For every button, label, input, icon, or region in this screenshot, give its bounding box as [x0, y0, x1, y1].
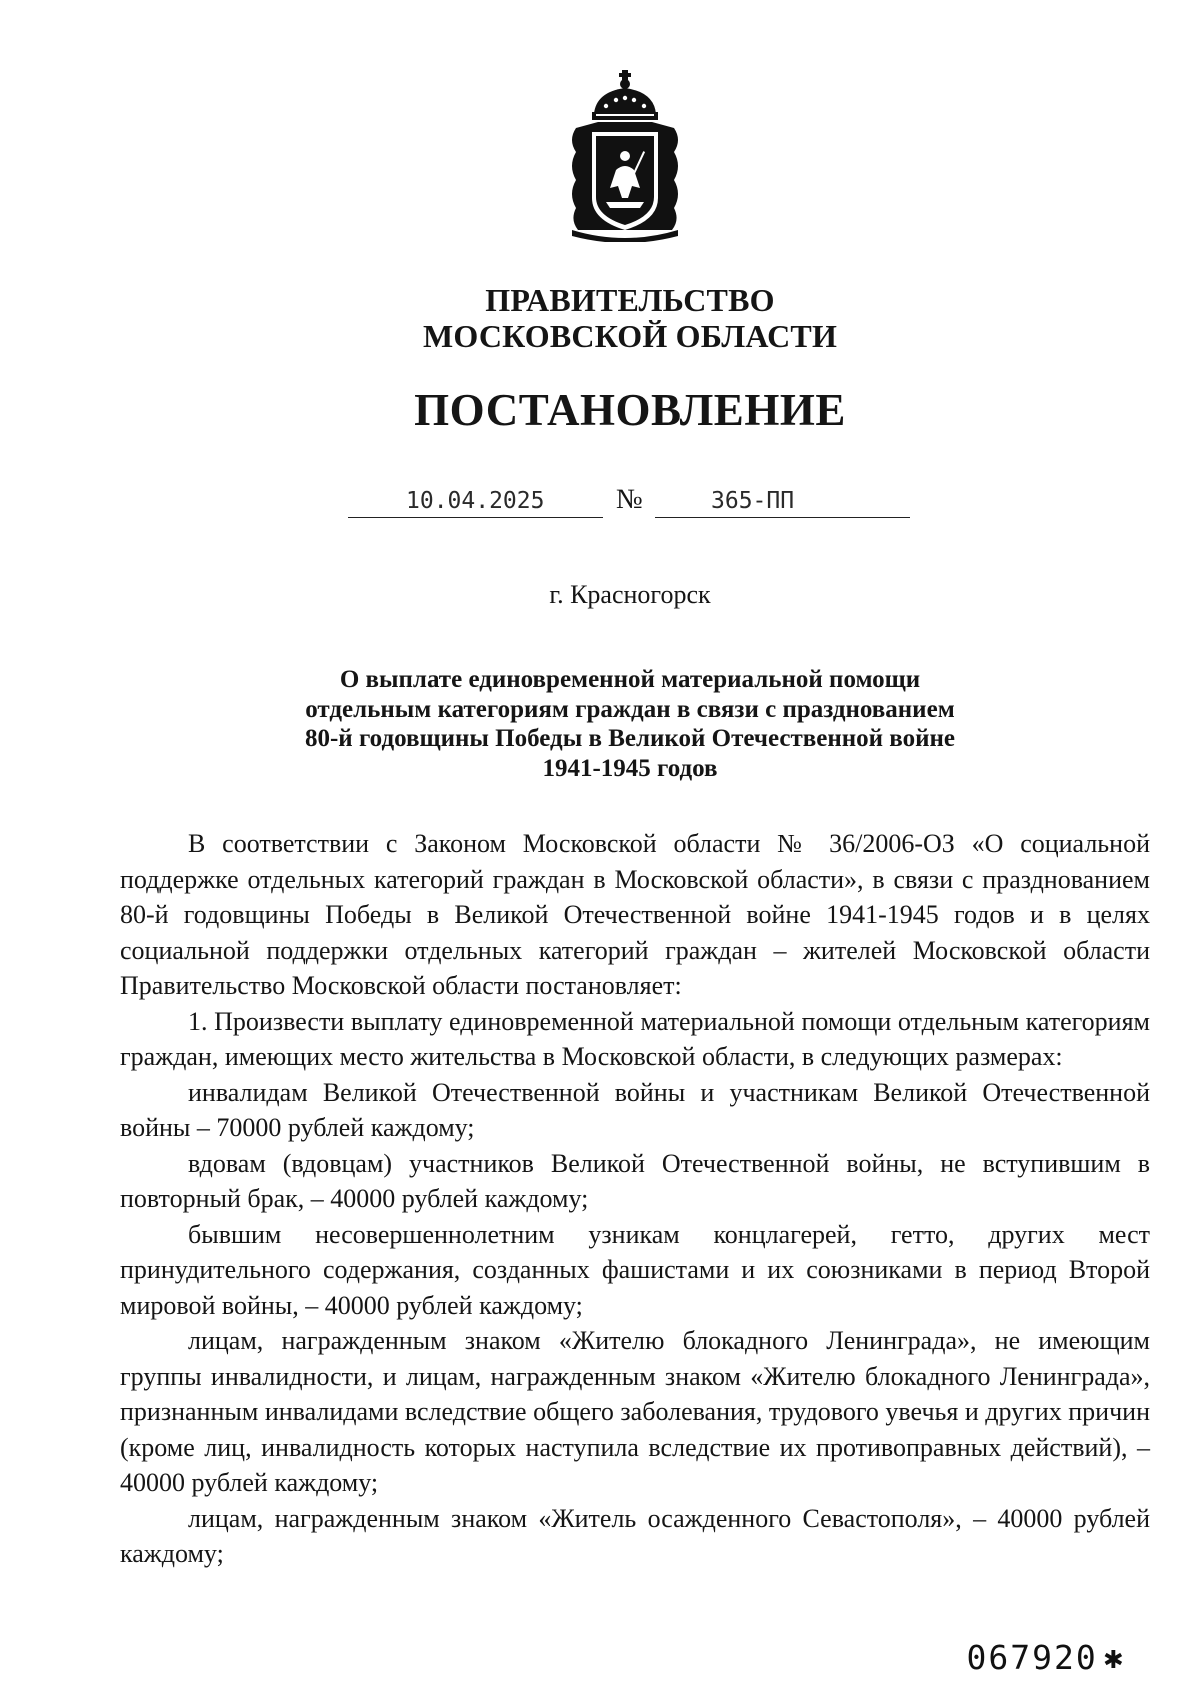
subitem-paragraph-3: бывшим несовершеннолетним узникам концлагерей, гетто, других мест принудительного содержания, созданных фашистами и их союзниками в период Второй мировой войны, – 40000 рублей каждому; [120, 1219, 1150, 1320]
title-line-2: отдельным категориям граждан в связи с празднованием [305, 695, 955, 723]
number-sign: № [616, 484, 643, 515]
title-line-3: 80-й годовщины Победы в Великой Отечественной войне [304, 725, 956, 752]
subitem-paragraph-4: лицам, награжденным знаком «Жителю блокадного Ленинграда», не имеющим группы инвалидности, и лицам, награжденным знаком «Жителю блокадного Ленинграда», признанным инвалидами вследствие общего заболевания, трудового увечья и других причин (кроме лиц, инвалидность которых наступила вследствие их противоправных действий), – 40000 рублей каждому; [120, 1326, 1150, 1497]
asterisk-icon: ✱ [1103, 1638, 1125, 1676]
city: г. Красногорск [549, 580, 711, 609]
preamble-paragraph: В соответствии с Законом Московской области № 36/2006-ОЗ «О социальной поддержке отдельных категорий граждан в Московской области», в связи с празднованием 80-й годовщины Победы в Великой Отечественной войне 1941-1945 годов и в целях социальной поддержки отдельных категорий граждан – жителей Московской области Правительство Московской области постановляет: [120, 829, 1150, 1000]
item-1-paragraph: 1. Произвести выплату единовременной материальной помощи отдельным категориям граждан, имеющих место жительства в Московской области, в следующих размерах: [120, 1006, 1150, 1071]
document-body [120, 826, 1150, 1572]
moscow-oblast-coat-of-arms-icon [566, 70, 684, 242]
title-line-1: О выплате единовременной материальной помощи [339, 666, 921, 693]
document-type: ПОСТАНОВЛЕНИЕ [414, 385, 846, 435]
subitem-paragraph-2: вдовам (вдовцам) участников Великой Отечественной войны, не вступившим в повторный брак, – 40000 рублей каждому; [120, 1148, 1150, 1213]
government-line-2: МОСКОВСКОЙ ОБЛАСТИ [422, 318, 838, 354]
document-number: 365-ПП [711, 488, 795, 514]
issuing-authority [0, 282, 1200, 354]
subitem-paragraph-5: лицам, награжденным знаком «Житель осажденного Севастополя», – 40000 рублей каждому; [120, 1503, 1150, 1568]
government-line-1: ПРАВИТЕЛЬСТВО [485, 282, 775, 318]
subitem-paragraph-1: инвалидам Великой Отечественной войны и участникам Великой Отечественной войны – 70000 рублей каждому; [120, 1077, 1150, 1142]
document-title [200, 665, 1060, 783]
form-serial-number [967, 1638, 1125, 1677]
serial-number-text: 067920 [966, 1638, 1098, 1677]
document-date: 10.04.2025 [406, 488, 545, 514]
title-line-4: 1941-1945 годов [542, 754, 718, 782]
